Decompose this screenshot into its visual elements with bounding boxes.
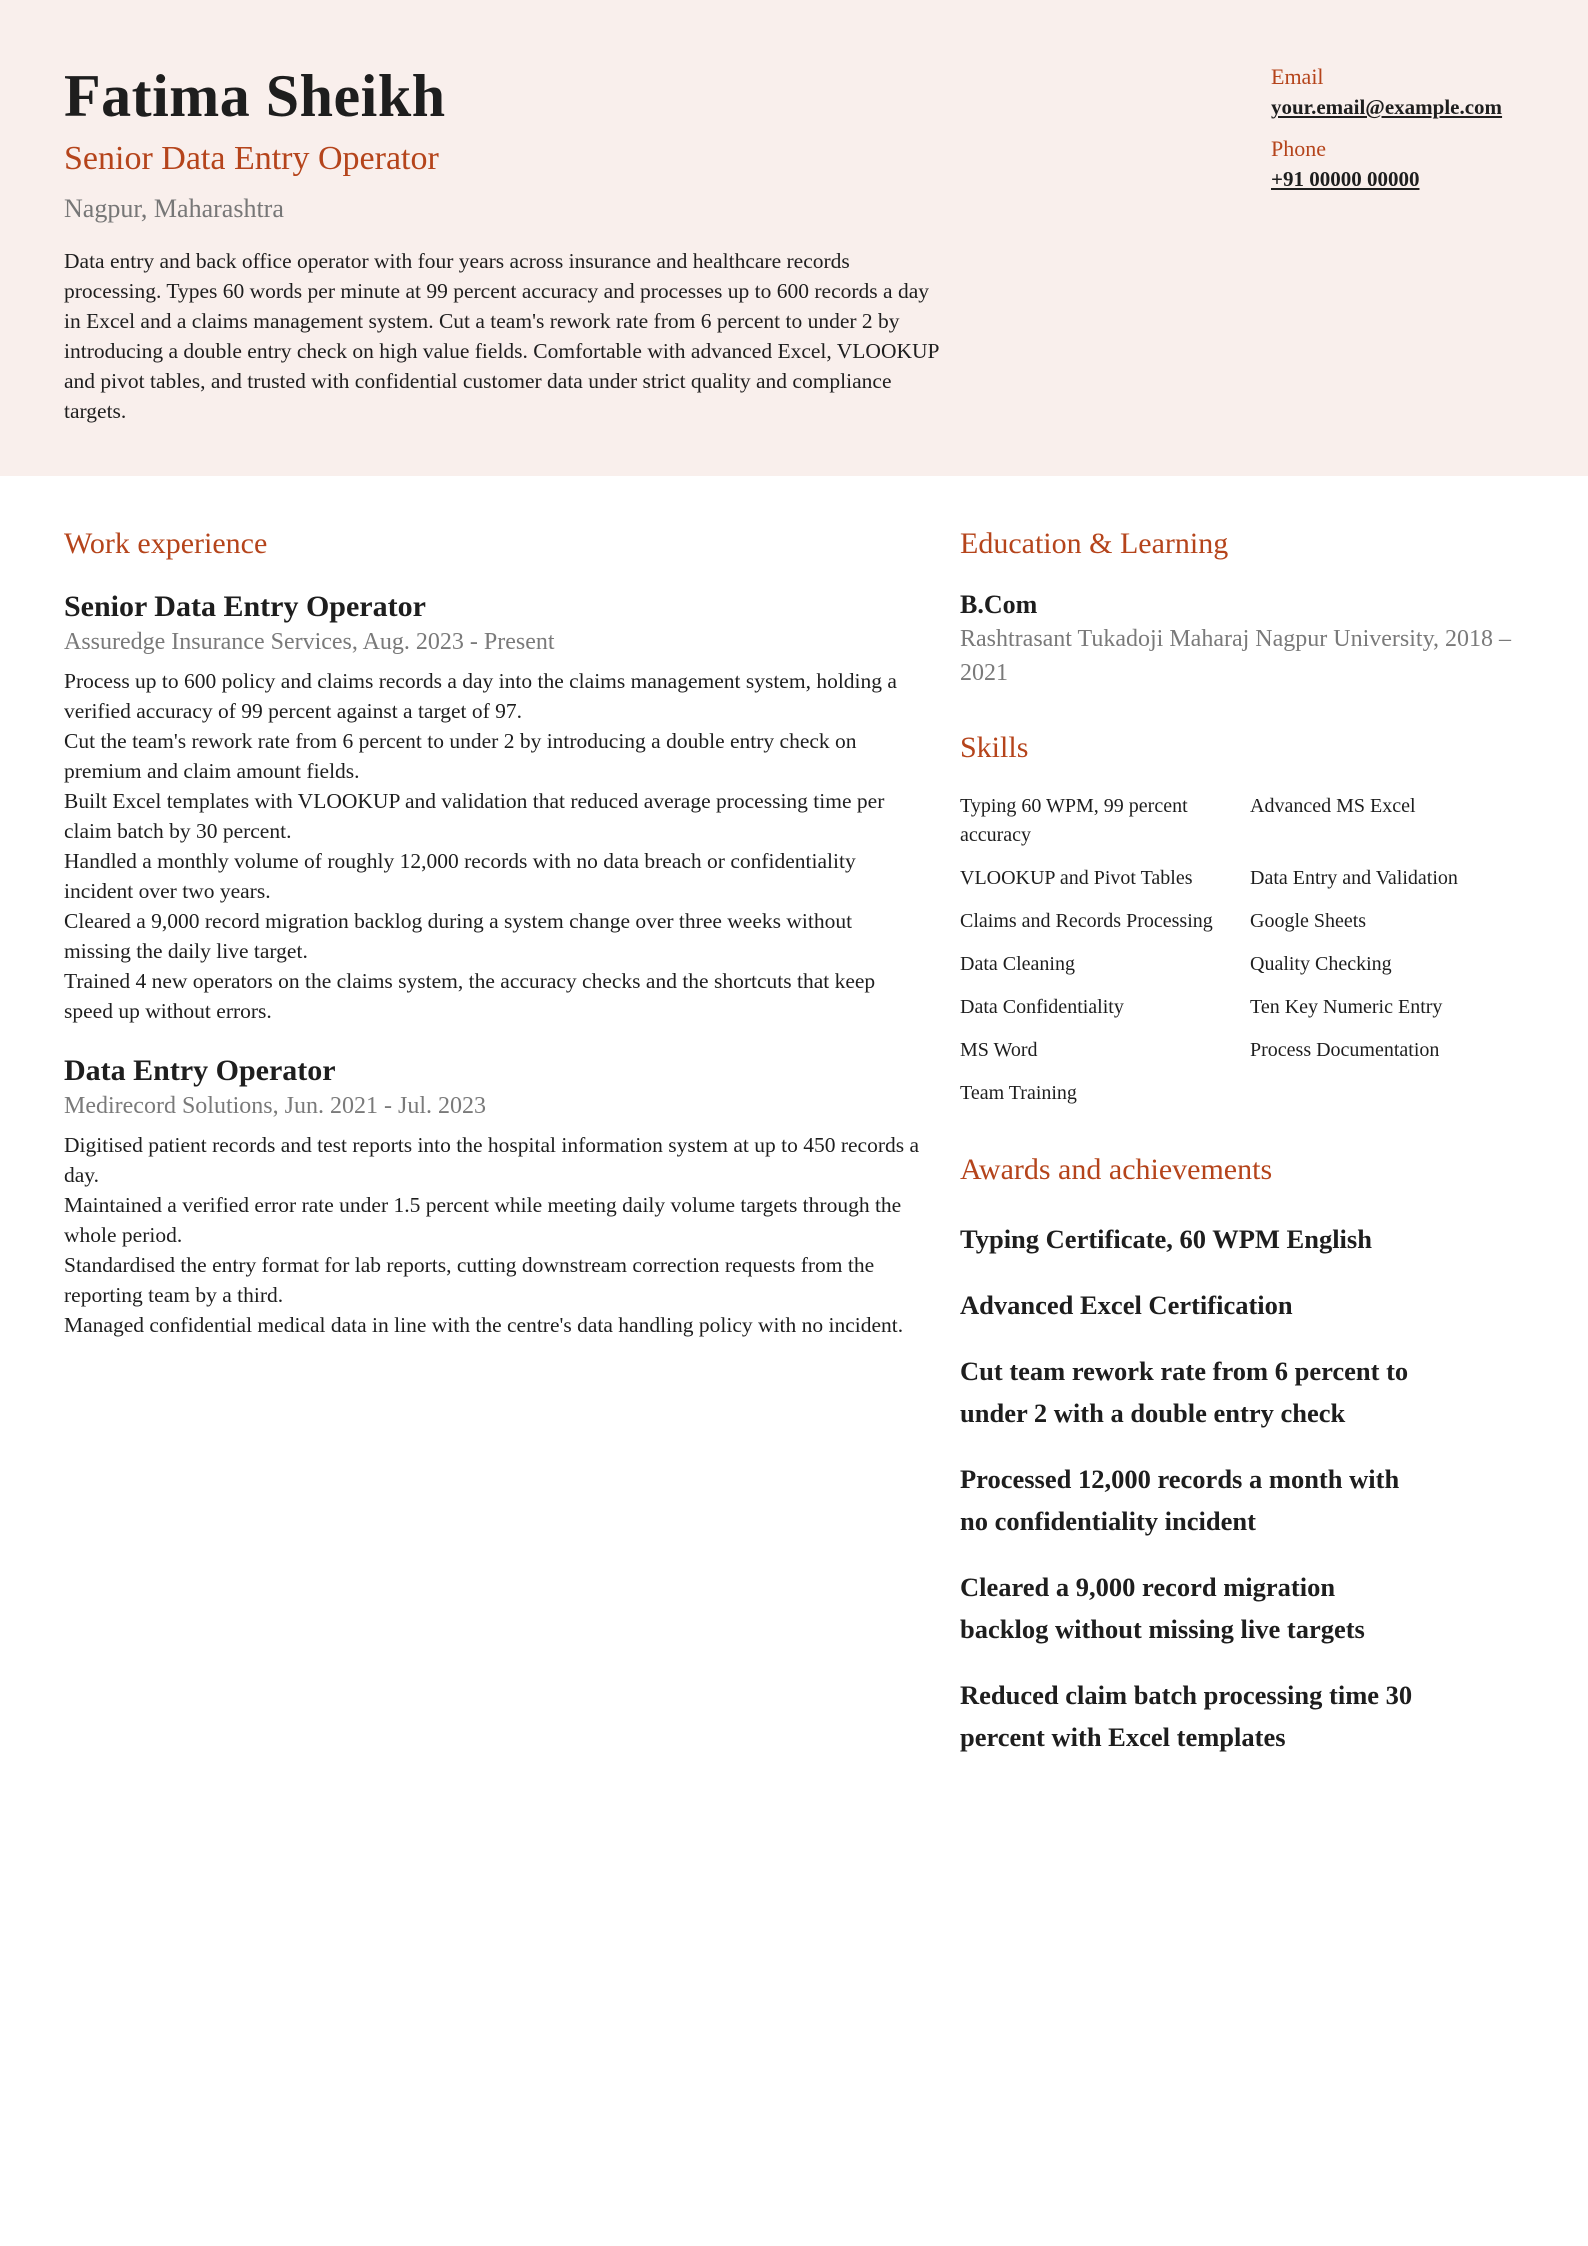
job-meta: Assuredge Insurance Services, Aug. 2023 - Present	[64, 629, 555, 655]
phone-label: Phone	[1271, 136, 1326, 161]
education-school: Rashtrasant Tukadoji Maharaj Nagpur University, 2018 – 2021	[960, 626, 1512, 686]
profile-summary: Data entry and back office operator with four years across insurance and healthcare records processing. Types 60 words per minute at 99 percent accuracy and processes up to 600 records a day in Excel and a claims management system. Cut a team's rework rate from 6 percent to under 2 by introducing a double entry check on high value fields. Comfortable with advanced Excel, VLOOKUP and pivot tables, and trusted with confidential customer data under strict quality and compliance targets.	[64, 249, 939, 423]
job-title: Senior Data Entry Operator	[64, 590, 426, 623]
email-label: Email	[1271, 64, 1324, 89]
candidate-role: Senior Data Entry Operator	[64, 140, 439, 177]
awards-section	[960, 1150, 1520, 1758]
education-degree: B.Com	[960, 590, 1038, 619]
candidate-name: Fatima Sheikh	[64, 63, 446, 129]
section-title-education: Education & Learning	[960, 527, 1229, 560]
skill-item: Ten Key Numeric Entry	[1250, 996, 1443, 1018]
section-title-experience: Work experience	[64, 527, 268, 560]
job-meta: Medirecord Solutions, Jun. 2021 - Jul. 2023	[64, 1093, 486, 1119]
skill-item: Quality Checking	[1250, 953, 1392, 975]
phone-link[interactable]: +91 00000 00000	[1271, 167, 1420, 191]
job-bullets	[64, 666, 920, 1026]
award-item: Processed 12,000 records a month with no confidentiality incident	[960, 1464, 1400, 1536]
header-band	[0, 0, 1588, 476]
section-title-skills: Skills	[960, 731, 1029, 764]
skills-grid	[960, 792, 1520, 1108]
section-title-awards: Awards and achievements	[960, 1153, 1273, 1186]
job-bullet: Maintained a verified error rate under 1.5 percent while meeting daily volume targets through the whole period.	[64, 1193, 902, 1247]
job-bullet: Built Excel templates with VLOOKUP and validation that reduced average processing time per claim batch by 30 percent.	[64, 789, 885, 843]
contact-block	[1271, 62, 1571, 206]
skill-item: Google Sheets	[1250, 910, 1367, 932]
job-title: Data Entry Operator	[64, 1054, 336, 1087]
skill-item: Advanced MS Excel	[1250, 795, 1416, 817]
award-item: Typing Certificate, 60 WPM English	[960, 1224, 1372, 1254]
job-bullet: Standardised the entry format for lab reports, cutting downstream correction requests from the reporting team by a third.	[64, 1253, 875, 1307]
award-item: Cut team rework rate from 6 percent to under 2 with a double entry check	[960, 1356, 1409, 1428]
skill-item: Data Confidentiality	[960, 996, 1124, 1018]
job-bullet: Cut the team's rework rate from 6 percent to under 2 by introducing a double entry check on premium and claim amount fields.	[64, 729, 857, 783]
skill-item: Process Documentation	[1250, 1039, 1440, 1061]
award-item: Advanced Excel Certification	[960, 1290, 1293, 1320]
awards-list	[960, 1218, 1520, 1758]
skill-item: Typing 60 WPM, 99 percent accuracy	[960, 795, 1188, 846]
skill-item: Team Training	[960, 1082, 1077, 1104]
job-bullet: Cleared a 9,000 record migration backlog during a system change over three weeks without missing the daily live target.	[64, 909, 853, 963]
email-link[interactable]: your.email@example.com	[1271, 95, 1503, 119]
job-bullets	[64, 1130, 920, 1340]
skill-item: VLOOKUP and Pivot Tables	[960, 867, 1193, 889]
job-entry	[64, 1052, 920, 1340]
sidebar-column	[960, 524, 1520, 1782]
award-item: Cleared a 9,000 record migration backlog without missing live targets	[960, 1572, 1365, 1644]
job-bullet: Trained 4 new operators on the claims system, the accuracy checks and the shortcuts that keep speed up without errors.	[64, 969, 876, 1023]
candidate-location: Nagpur, Maharashtra	[64, 194, 284, 223]
job-bullet: Managed confidential medical data in line with the centre's data handling policy with no incident.	[64, 1313, 904, 1337]
job-bullet: Handled a monthly volume of roughly 12,000 records with no data breach or confidentiality incident over two years.	[64, 849, 856, 903]
job-bullet: Digitised patient records and test reports into the hospital information system at up to 450 records a day.	[64, 1133, 920, 1187]
skill-item: Data Entry and Validation	[1250, 867, 1458, 889]
job-bullet: Process up to 600 policy and claims records a day into the claims management system, holding a verified accuracy of 99 percent against a target of 97.	[64, 669, 897, 723]
skill-item: Claims and Records Processing	[960, 910, 1213, 932]
job-entry	[64, 588, 920, 1026]
skill-item: MS Word	[960, 1039, 1038, 1061]
work-experience-section	[64, 524, 920, 1340]
education-section	[960, 524, 1520, 690]
skills-section	[960, 728, 1520, 1108]
award-item: Reduced claim batch processing time 30 percent with Excel templates	[960, 1680, 1413, 1752]
skill-item: Data Cleaning	[960, 953, 1075, 975]
